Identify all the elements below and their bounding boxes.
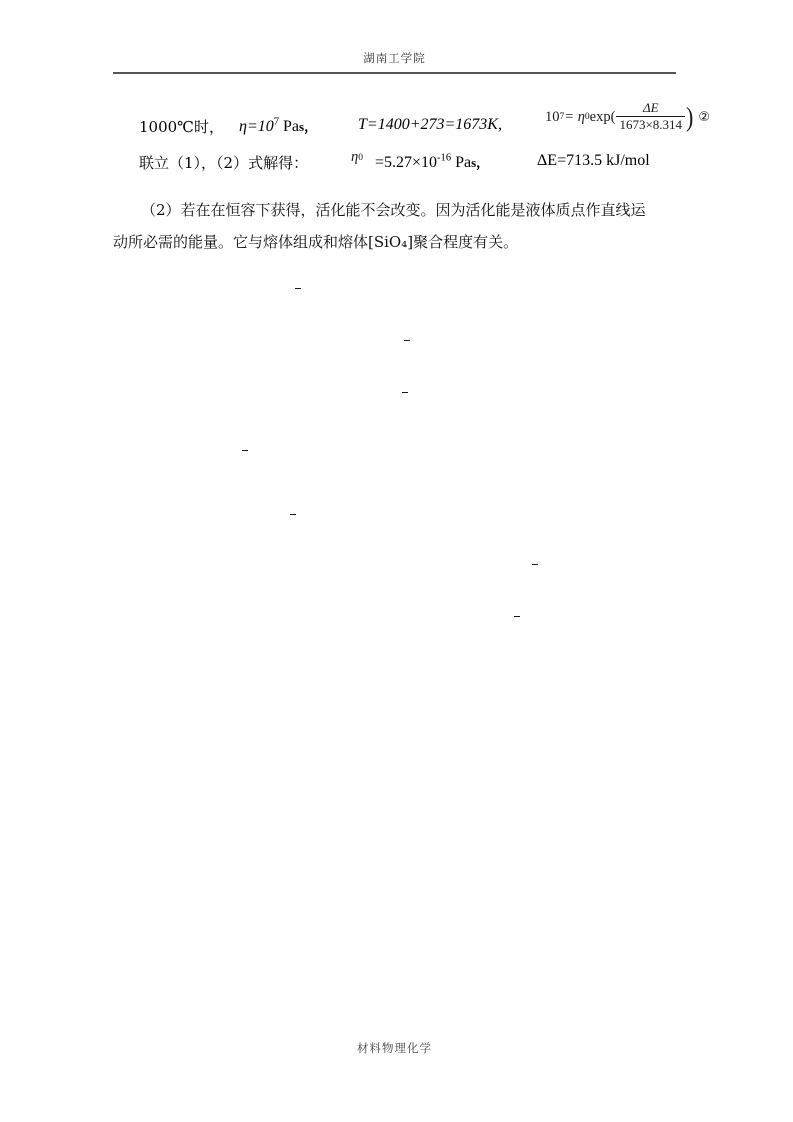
- paragraph-answer-2-constant-volume: [113, 194, 679, 258]
- fraction-B-over-800plus273: [402, 391, 408, 394]
- q9-equation-1-row: [113, 560, 679, 612]
- fraction-deltaE-over-1673x8314: [532, 563, 538, 566]
- page-footer: 材料物理化学: [357, 1041, 432, 1055]
- paragraph-solved-eta0: [113, 144, 679, 180]
- document-body: [113, 100, 711, 710]
- header-divider: [113, 72, 676, 74]
- q8-substitution-row: [113, 444, 679, 496]
- q9-arrhenius-formula: [289, 514, 297, 517]
- fraction-B-over-T: [295, 287, 301, 290]
- equation-number-2: ②: [698, 109, 711, 125]
- q8-substituted-equation: [241, 450, 249, 453]
- simultaneous-solve-label: 联立（1），（2）式解得：: [139, 154, 309, 172]
- q9-solution-formula-row: [113, 508, 679, 560]
- answer-2-line-1: （2）若在在恒容下获得，活化能不会改变。因为活化能是液体质点作直线运: [141, 201, 646, 219]
- q9-equation-2-row: [113, 612, 679, 664]
- fraction-B-over-1300plus273: [404, 339, 410, 342]
- q8-equation-2-row: [113, 386, 679, 436]
- fraction-15219-over-1050plus273: [242, 449, 248, 452]
- q9-answer-row: [113, 670, 679, 710]
- q8-equation-1: [403, 340, 416, 343]
- answer-2-line-2: 动所必需的能量。它与熔体组成和熔体[SiO₄]聚合程度有关。: [113, 233, 519, 251]
- temperature-kelvin-1000c: T=1400+273=1673K,: [358, 116, 502, 133]
- q9-equation-1: [531, 564, 544, 567]
- q8-equation-1-row: [113, 334, 679, 386]
- paragraph-1000c-equation: [113, 100, 711, 144]
- q8-log-eta-formula: [294, 288, 302, 291]
- equation-2-1000c: 10 7 = η 0 exp( $\frac{\Delta E}{1673\times 8.314}$ ) ②: [545, 100, 711, 133]
- q8-solution-formula-row: [113, 282, 679, 334]
- eta-value-1000c: $\eta=10^7$ Pas，: [239, 116, 318, 135]
- q9-equation-2: [513, 616, 526, 619]
- deltaE-result: ΔE=713.5 kJ/mol: [537, 152, 650, 169]
- q8-equation-2: [401, 392, 414, 395]
- page-header: 湖南工学院: [363, 51, 426, 65]
- fraction-deltaE-over-RT-2: [290, 513, 296, 516]
- eta0-value: $=5.27\times 10^{-16}$ Pas，: [375, 152, 490, 171]
- fraction-deltaE-over-1113x8314: [514, 615, 520, 618]
- temp-label-1000c: 1000℃时，: [139, 118, 224, 136]
- eta0-result: η 0: [351, 149, 363, 165]
- fraction-deltaE-over-RT: $\frac{\Delta E}{1673\times 8.314}$: [616, 101, 685, 131]
